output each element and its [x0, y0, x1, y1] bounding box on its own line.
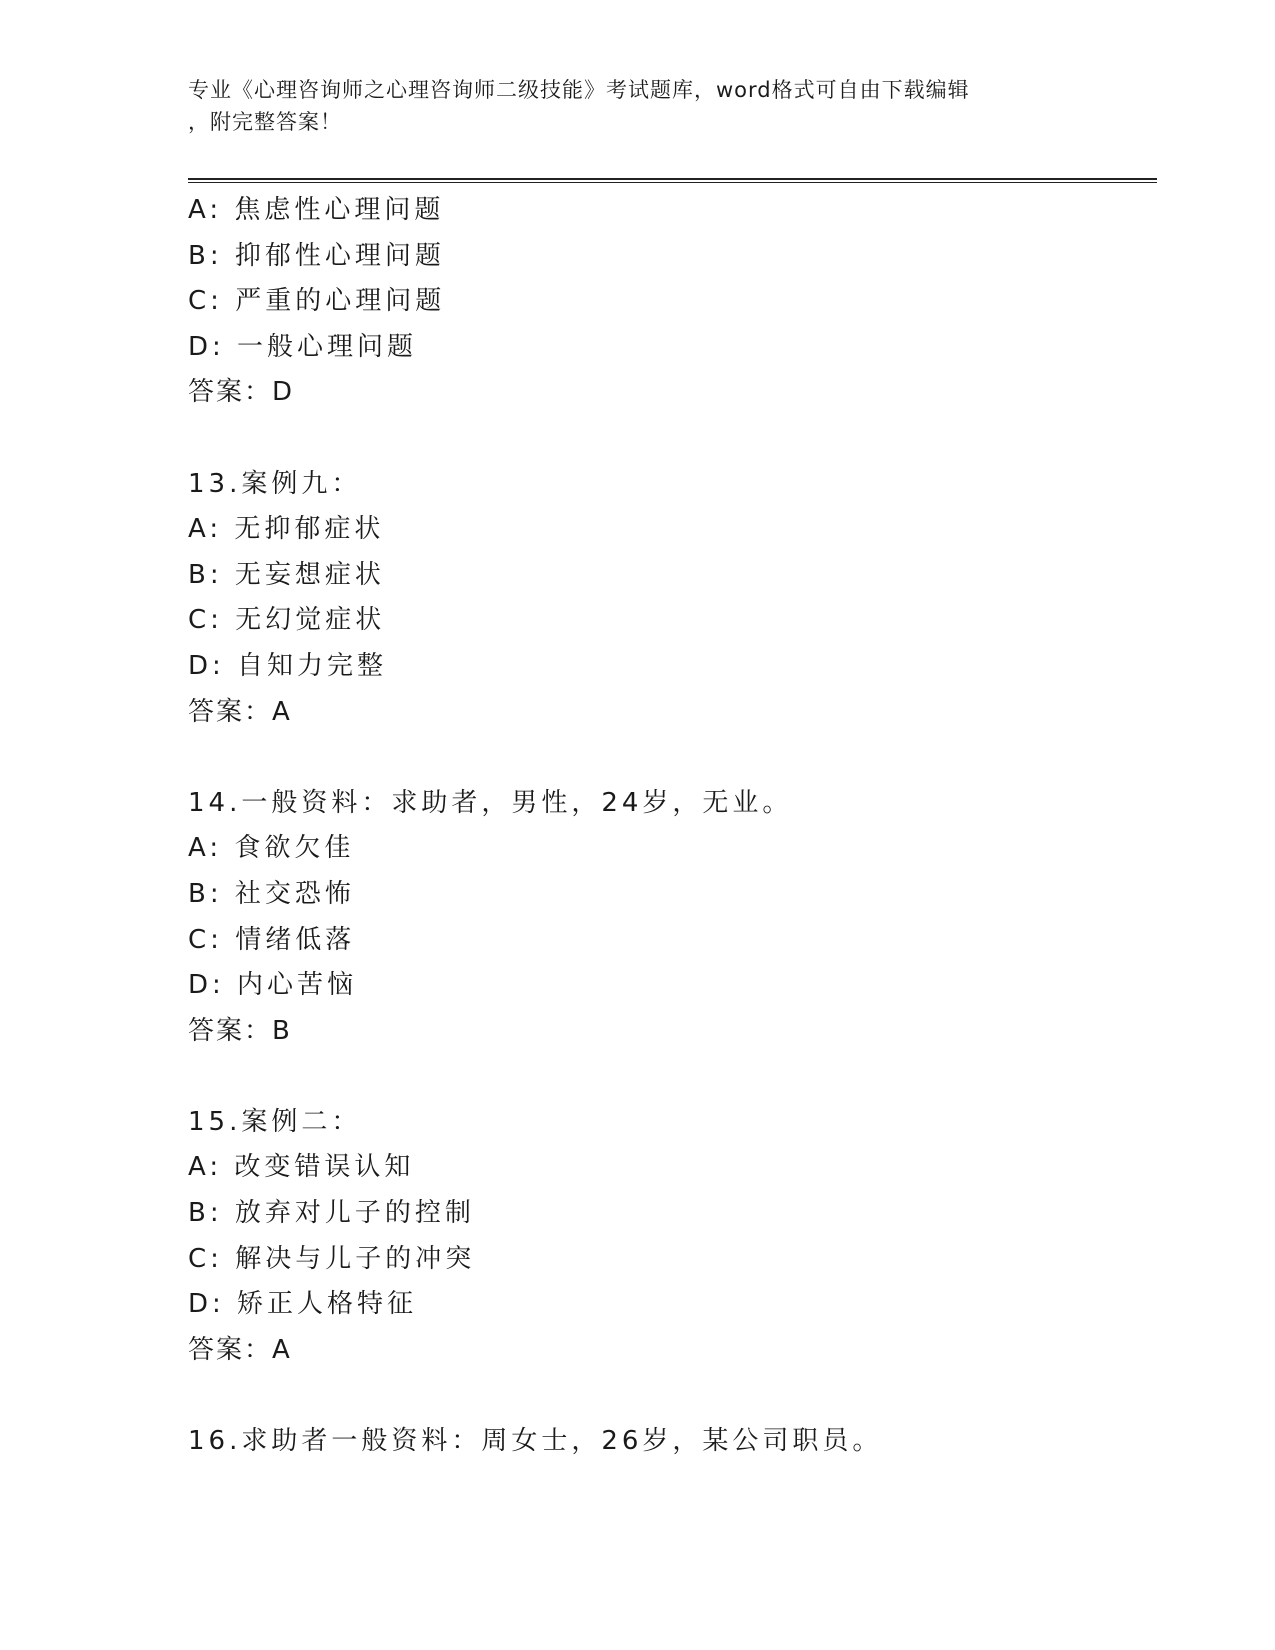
option-d: D: 矫正人格特征	[188, 1289, 418, 1320]
option-c: C: 情绪低落	[188, 924, 356, 955]
question-block-13	[188, 462, 1157, 736]
option-b: B: 无妄想症状	[188, 559, 385, 590]
answer-line: 答案：A	[188, 1334, 292, 1365]
option-b: B: 抑郁性心理问题	[188, 240, 445, 271]
option-d: D: 内心苦恼	[188, 970, 358, 1001]
question-stem: 13.案例九：	[188, 468, 362, 499]
option-c: C: 无幻觉症状	[188, 605, 386, 636]
option-d: D: 一般心理问题	[188, 331, 418, 362]
option-a: A: 无抑郁症状	[188, 514, 385, 545]
question-stem: 16.求助者一般资料：周女士，26岁，某公司职员。	[188, 1426, 883, 1457]
question-block-12	[188, 188, 1157, 416]
answer-value: D	[272, 377, 295, 408]
header-line-1: 专业《心理咨询师之心理咨询师二级技能》考试题库，word格式可自由下载编辑	[188, 78, 970, 102]
option-c: C: 严重的心理问题	[188, 286, 446, 317]
option-d: D: 自知力完整	[188, 650, 388, 681]
option-c: C: 解决与儿子的冲突	[188, 1243, 476, 1274]
option-a: A: 改变错误认知	[188, 1152, 415, 1183]
page-header	[188, 74, 1088, 138]
question-block-15	[188, 1100, 1157, 1374]
answer-line: 答案：D	[188, 377, 295, 408]
question-list	[188, 188, 1157, 1465]
option-b: B: 社交恐怖	[188, 878, 355, 909]
answer-value: A	[272, 1334, 292, 1365]
answer-value: A	[272, 696, 292, 727]
header-line-2: ，附完整答案！	[188, 110, 342, 134]
question-block-14	[188, 781, 1157, 1055]
header-divider	[188, 178, 1157, 183]
question-stem: 14.一般资料：求助者，男性，24岁，无业。	[188, 787, 793, 818]
option-b: B: 放弃对儿子的控制	[188, 1198, 475, 1229]
answer-value: B	[272, 1015, 292, 1046]
question-block-16	[188, 1419, 1157, 1465]
answer-line: 答案：A	[188, 696, 292, 727]
answer-line: 答案：B	[188, 1015, 292, 1046]
option-a: A: 焦虑性心理问题	[188, 195, 445, 225]
question-stem: 15.案例二：	[188, 1106, 362, 1137]
option-a: A: 食欲欠佳	[188, 833, 355, 864]
